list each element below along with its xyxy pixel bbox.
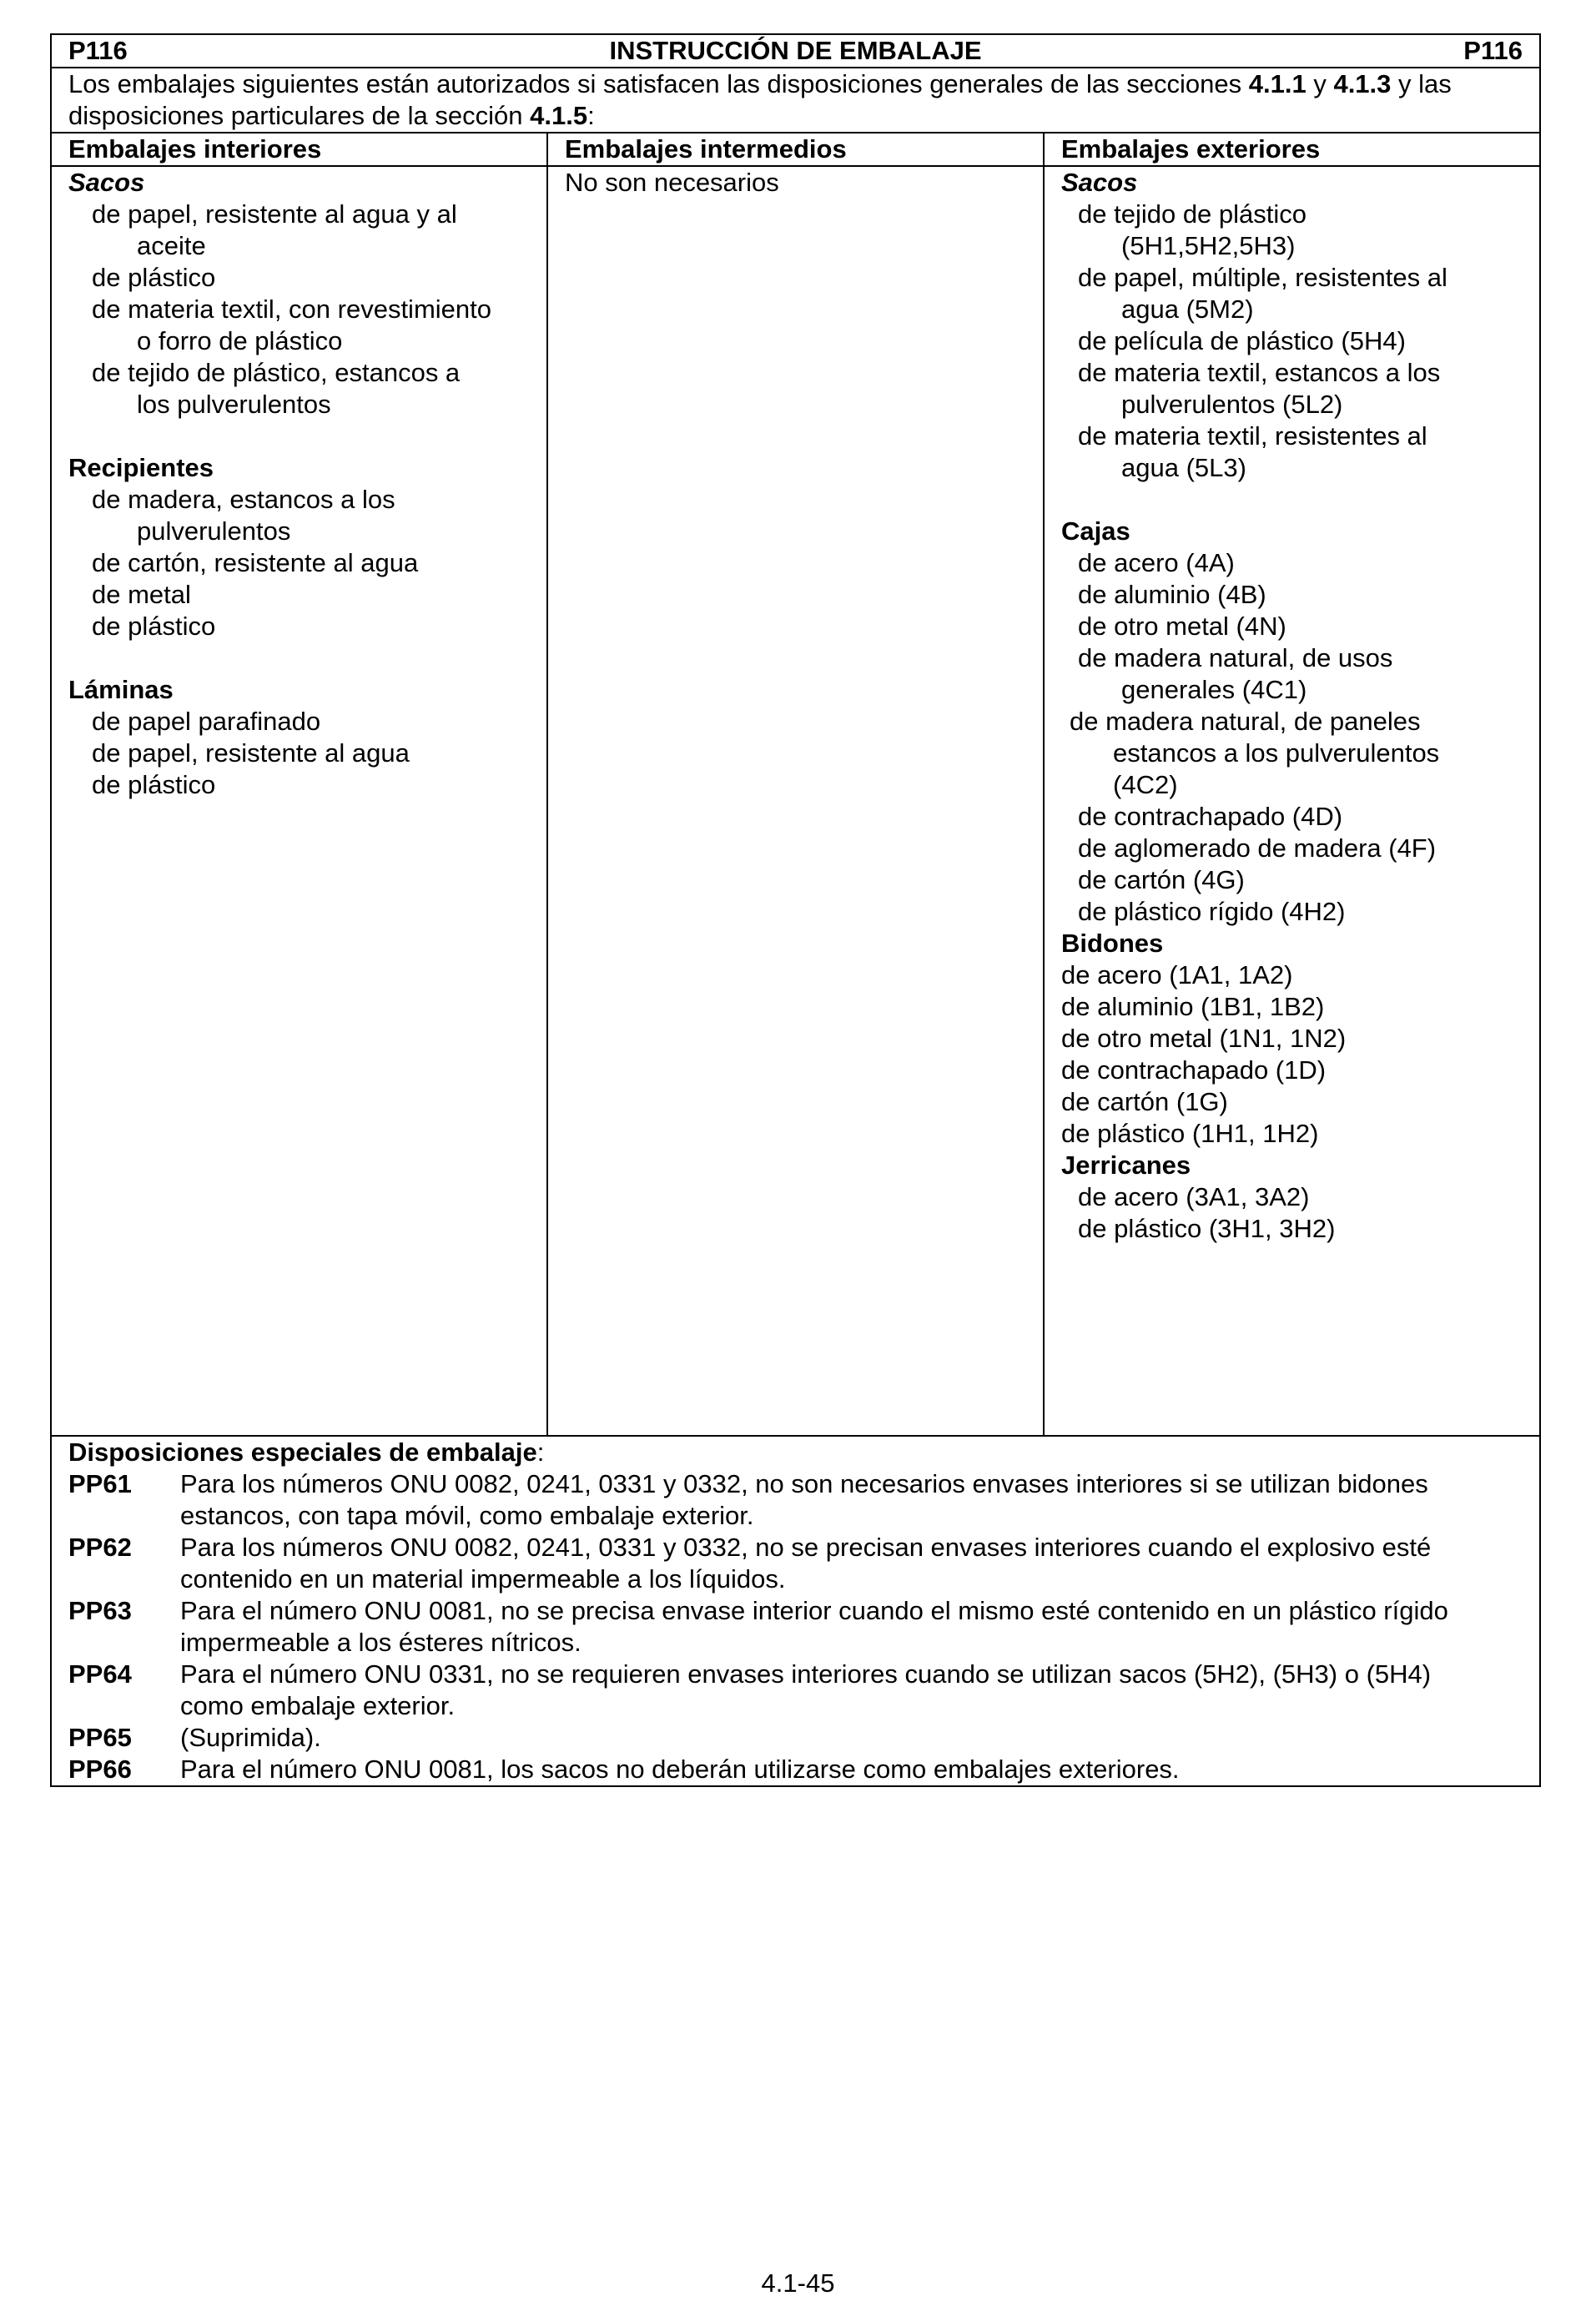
list-item: los pulverulentos: [137, 390, 331, 419]
list-item: de madera, estancos a los: [92, 485, 395, 514]
list-item: de aglomerado de madera (4F): [1078, 833, 1437, 863]
list-item: aceite: [137, 231, 206, 260]
provision-text: [180, 1595, 1523, 1659]
intro-row: [51, 68, 1540, 133]
special-provision: [68, 1754, 1523, 1785]
category-heading: Sacos: [1061, 168, 1138, 197]
list-item: de contrachapado (1D): [1061, 1055, 1327, 1085]
list-item: de plástico rígido (4H2): [1078, 897, 1346, 926]
intro-text-part: Los embalajes siguientes están autorizados si satisfacen las disposiciones generales de las secciones: [68, 69, 1249, 98]
list-item: de contrachapado (4D): [1078, 802, 1343, 831]
special-heading-colon: :: [536, 1437, 545, 1467]
list-item: de tejido de plástico: [1078, 199, 1307, 229]
list-item: (5H1,5H2,5H3): [1121, 231, 1296, 260]
column-headers-row: [51, 133, 1540, 166]
provision-code: PP66: [68, 1755, 132, 1784]
list-item: de cartón, resistente al agua: [92, 548, 419, 577]
intermediate-packagings-cell: [547, 166, 1044, 1436]
intro-text-part: y: [1306, 69, 1334, 98]
list-item: o forro de plástico: [137, 326, 343, 355]
list-item: de plástico (3H1, 3H2): [1078, 1214, 1336, 1243]
column-header-outer: Embalajes exteriores: [1044, 133, 1540, 166]
instruction-title: INSTRUCCIÓN DE EMBALAJE: [609, 36, 982, 65]
category-heading: Recipientes: [68, 453, 214, 482]
list-item: pulverulentos (5L2): [1121, 390, 1343, 419]
list-item: de papel parafinado: [92, 707, 321, 736]
packing-instruction-table: [50, 33, 1541, 1787]
list-item: de papel, resistente al agua y al: [92, 199, 457, 229]
provision-line: impermeable a los ésteres nítricos.: [180, 1628, 582, 1657]
provision-line: contenido en un material impermeable a los líquidos.: [180, 1564, 786, 1594]
list-item: agua (5M2): [1121, 295, 1254, 324]
intermediate-text: No son necesarios: [565, 168, 779, 197]
instruction-code-right: P116: [1463, 36, 1523, 65]
list-item: de acero (1A1, 1A2): [1061, 960, 1293, 989]
category-heading: Jerricanes: [1061, 1150, 1191, 1180]
list-item: de acero (4A): [1078, 548, 1235, 577]
list-item: de metal: [92, 580, 191, 609]
provision-line: Para los números ONU 0082, 0241, 0331 y 0332, no se precisan envases interiores cuando el explosivo esté: [180, 1533, 1432, 1562]
list-item: de papel, resistente al agua: [92, 738, 410, 768]
list-item: de materia textil, con revestimiento: [92, 295, 491, 324]
special-provision: [68, 1722, 1523, 1754]
section-ref: 4.1.5: [530, 101, 588, 130]
category-heading: Bidones: [1061, 929, 1164, 958]
category-heading: Cajas: [1061, 516, 1130, 546]
provision-code: PP64: [68, 1659, 132, 1689]
list-item: (4C2): [1113, 770, 1178, 799]
list-item: de papel, múltiple, resistentes al: [1078, 263, 1447, 292]
provision-text: (Suprimida).: [180, 1723, 321, 1752]
special-provisions-heading: [68, 1437, 1523, 1468]
instruction-code-left: P116: [68, 36, 128, 65]
list-item: de cartón (1G): [1061, 1087, 1228, 1116]
list-item: de película de plástico (5H4): [1078, 326, 1406, 355]
provision-code: PP62: [68, 1533, 132, 1562]
special-heading-text: Disposiciones especiales de embalaje: [68, 1437, 537, 1467]
provision-line: Para los números ONU 0082, 0241, 0331 y 0332, no son necesarios envases interiores si se utilizan bidones: [180, 1469, 1428, 1498]
outer-packagings-cell: [1044, 166, 1540, 1436]
special-provision: [68, 1468, 1523, 1532]
provision-text: Para el número ONU 0081, los sacos no deberán utilizarse como embalajes exteriores.: [180, 1755, 1180, 1784]
list-item: generales (4C1): [1121, 675, 1307, 704]
special-provisions-cell: [51, 1436, 1540, 1786]
list-item: pulverulentos: [137, 516, 291, 546]
section-ref: 4.1.3: [1333, 69, 1392, 98]
intro-text-part: y las disposiciones particulares de la sección: [68, 69, 1452, 130]
list-item: de madera natural, de usos: [1078, 643, 1393, 672]
category-heading: Sacos: [68, 168, 145, 197]
inner-packagings-cell: [51, 166, 547, 1436]
special-provisions-row: [51, 1436, 1540, 1786]
list-item: de aluminio (1B1, 1B2): [1061, 992, 1325, 1021]
provision-line: estancos, con tapa móvil, como embalaje exterior.: [180, 1501, 754, 1530]
special-provision: [68, 1659, 1523, 1722]
provision-code: PP63: [68, 1596, 132, 1625]
list-item: de cartón (4G): [1078, 865, 1245, 894]
provision-code: PP65: [68, 1723, 132, 1752]
list-item: de acero (3A1, 3A2): [1078, 1182, 1310, 1211]
list-item: de tejido de plástico, estancos a: [92, 358, 461, 387]
provision-line: Para el número ONU 0331, no se requieren envases interiores cuando se utilizan sacos (5H2), (5H3) o (5H4): [180, 1659, 1432, 1689]
special-provision: [68, 1595, 1523, 1659]
list-item: de plástico: [92, 770, 216, 799]
special-provision: [68, 1532, 1523, 1595]
list-item: de otro metal (4N): [1078, 612, 1286, 641]
column-header-inner: Embalajes interiores: [51, 133, 547, 166]
list-item: de materia textil, resistentes al: [1078, 421, 1427, 451]
provision-code: PP61: [68, 1469, 132, 1498]
provision-text: [180, 1532, 1523, 1595]
provision-text: [180, 1659, 1523, 1722]
list-item: agua (5L3): [1121, 453, 1246, 482]
list-item: de madera natural, de paneles: [1070, 707, 1421, 736]
list-item: de plástico: [92, 263, 216, 292]
list-item: de plástico: [92, 612, 216, 641]
column-header-intermediate: Embalajes intermedios: [547, 133, 1044, 166]
page-number: 4.1-45: [761, 2268, 835, 2298]
provision-line: como embalaje exterior.: [180, 1691, 456, 1720]
list-item: de otro metal (1N1, 1N2): [1061, 1024, 1347, 1053]
list-item: de plástico (1H1, 1H2): [1061, 1119, 1319, 1148]
list-item: estancos a los pulverulentos: [1113, 738, 1440, 768]
section-ref: 4.1.1: [1248, 69, 1307, 98]
provision-line: Para el número ONU 0081, no se precisa envase interior cuando el mismo esté contenido en un plástico rígido: [180, 1596, 1448, 1625]
list-item: de materia textil, estancos a los: [1078, 358, 1441, 387]
header-row: [51, 34, 1540, 68]
provision-text: [180, 1468, 1523, 1532]
list-item: de aluminio (4B): [1078, 580, 1266, 609]
category-heading: Láminas: [68, 675, 174, 704]
packaging-row: [51, 166, 1540, 1436]
intro-text: [51, 68, 1540, 133]
intro-text-part: :: [587, 101, 595, 130]
